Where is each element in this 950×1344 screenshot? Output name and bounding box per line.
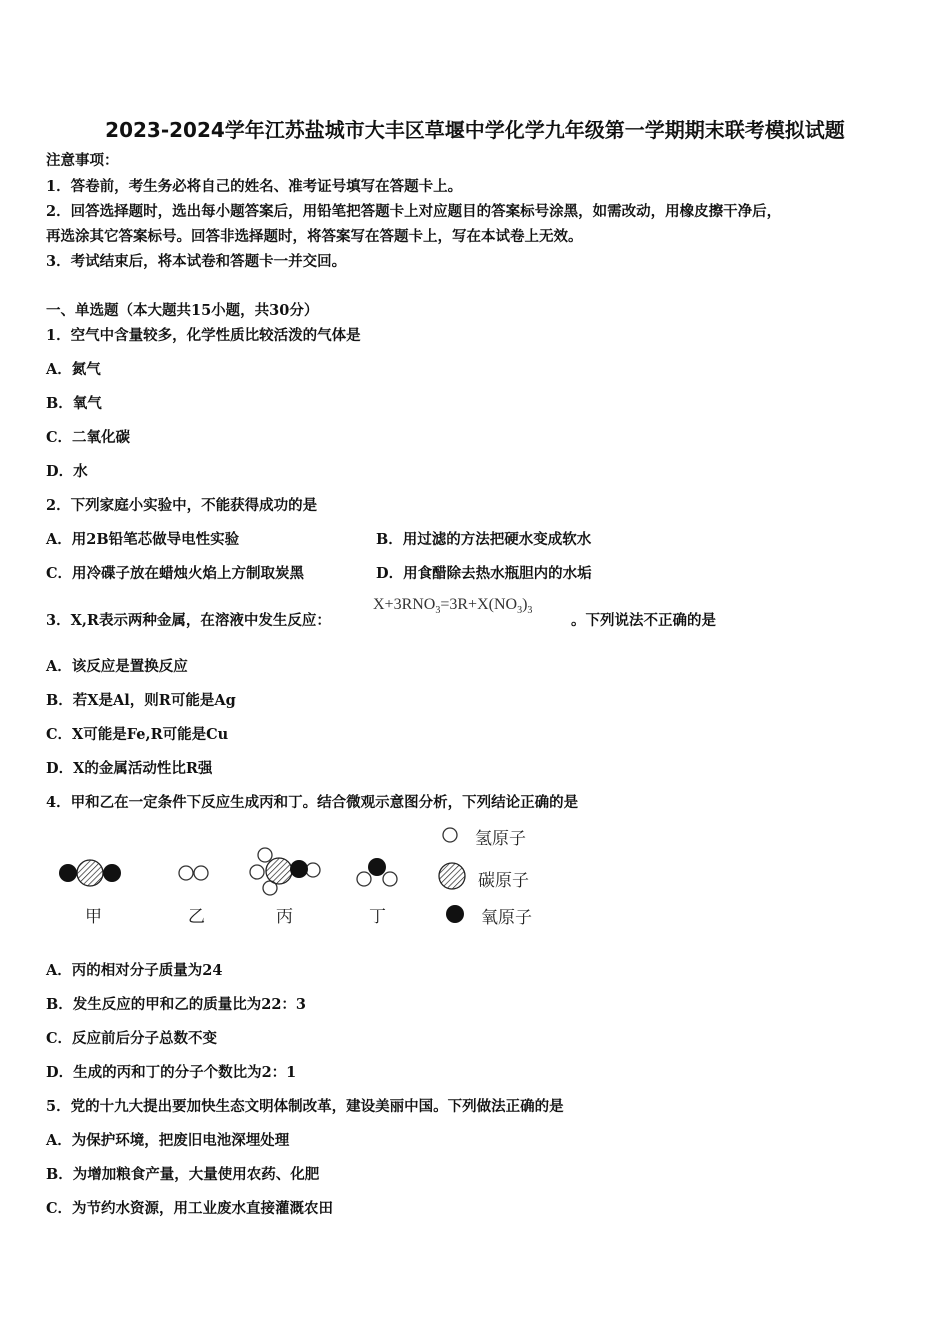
q1-stem: 1．空气中含量较多，化学性质比较活泼的气体是 [46, 327, 361, 344]
notice-item: 2．回答选择题时，选出每小题答案后，用铅笔把答题卡上对应题目的答案标号涂黑，如需改动，用橡皮擦干净后， [46, 203, 782, 220]
molecule-ding [357, 858, 397, 886]
legend-oxygen-icon [446, 905, 464, 923]
q3-option-c: C．X可能是Fe,R可能是Cu [46, 726, 229, 743]
section-heading: 一、单选题（本大题共15小题，共30分） [46, 302, 319, 319]
notice-item: 3．考试结束后，将本试卷和答题卡一并交回。 [46, 253, 347, 270]
q3-stem-tail: 。下列说法不正确的是 [571, 612, 716, 629]
q1-option-d: D．水 [46, 463, 88, 480]
notice-item: 1．答卷前，考生务必将自己的姓名、准考证号填写在答题卡上。 [46, 178, 463, 195]
q2-option-c: C．用冷碟子放在蜡烛火焰上方制取炭黑 [46, 565, 305, 582]
q5-option-a: A．为保护环境，把废旧电池深埋处理 [46, 1132, 290, 1149]
page-title: 2023-2024学年江苏盐城市大丰区草堰中学化学九年级第一学期期末联考模拟试题 [105, 118, 845, 142]
q4-option-a: A．丙的相对分子质量为24 [46, 962, 223, 979]
molecule-yi [179, 866, 208, 880]
q2-stem: 2．下列家庭小实验中，不能获得成功的是 [46, 497, 318, 514]
q2-option-b: B．用过滤的方法把硬水变成软水 [376, 531, 592, 548]
q3-option-b: B．若X是Al，则R可能是Ag [46, 692, 236, 709]
legend-hydrogen-icon [443, 828, 457, 842]
q1-option-b: B．氧气 [46, 395, 102, 412]
legend-oxygen-label: 氧原子 [481, 908, 532, 928]
q4-option-b: B．发生反应的甲和乙的质量比为22：3 [46, 996, 307, 1013]
legend-carbon-label: 碳原子 [478, 871, 529, 891]
notice-heading: 注意事项： [46, 152, 119, 169]
molecule-label-bing: 丙 [276, 907, 293, 927]
molecule-jia [59, 860, 121, 886]
q3-equation: $X+3RNO_3=3R+X(NO_3)_3$ [373, 596, 533, 617]
legend-hydrogen-label: 氢原子 [475, 829, 526, 849]
q3-stem: 3．X,R表示两种金属，在溶液中发生反应： [46, 612, 331, 629]
q3-option-a: A．该反应是置换反应 [46, 658, 188, 675]
q2-option-a: A．用2B铅笔芯做导电性实验 [46, 531, 240, 548]
q1-option-c: C．二氧化碳 [46, 429, 131, 446]
q5-stem: 5．党的十九大提出要加快生态文明体制改革，建设美丽中国。下列做法正确的是 [46, 1098, 564, 1115]
q4-option-d: D．生成的丙和丁的分子个数比为2：1 [46, 1064, 297, 1081]
molecule-bing [250, 848, 320, 895]
molecule-label-ding: 丁 [369, 907, 386, 927]
molecule-label-yi: 乙 [188, 907, 205, 927]
q3-option-d: D．X的金属活动性比R强 [46, 760, 213, 777]
molecule-label-jia: 甲 [85, 907, 102, 927]
q5-option-b: B．为增加粮食产量，大量使用农药、化肥 [46, 1166, 320, 1183]
notice-item: 再选涂其它答案标号。回答非选择题时，将答案写在答题卡上，写在本试卷上无效。 [46, 228, 583, 245]
q2-option-d: D．用食醋除去热水瓶胆内的水垢 [376, 565, 592, 582]
q1-option-a: A．氮气 [46, 361, 101, 378]
q5-option-c: C．为节约水资源，用工业废水直接灌溉农田 [46, 1200, 334, 1217]
q4-option-c: C．反应前后分子总数不变 [46, 1030, 218, 1047]
legend-carbon-icon [439, 863, 465, 889]
q4-stem: 4．甲和乙在一定条件下反应生成丙和丁。结合微观示意图分析，下列结论正确的是 [46, 794, 579, 811]
